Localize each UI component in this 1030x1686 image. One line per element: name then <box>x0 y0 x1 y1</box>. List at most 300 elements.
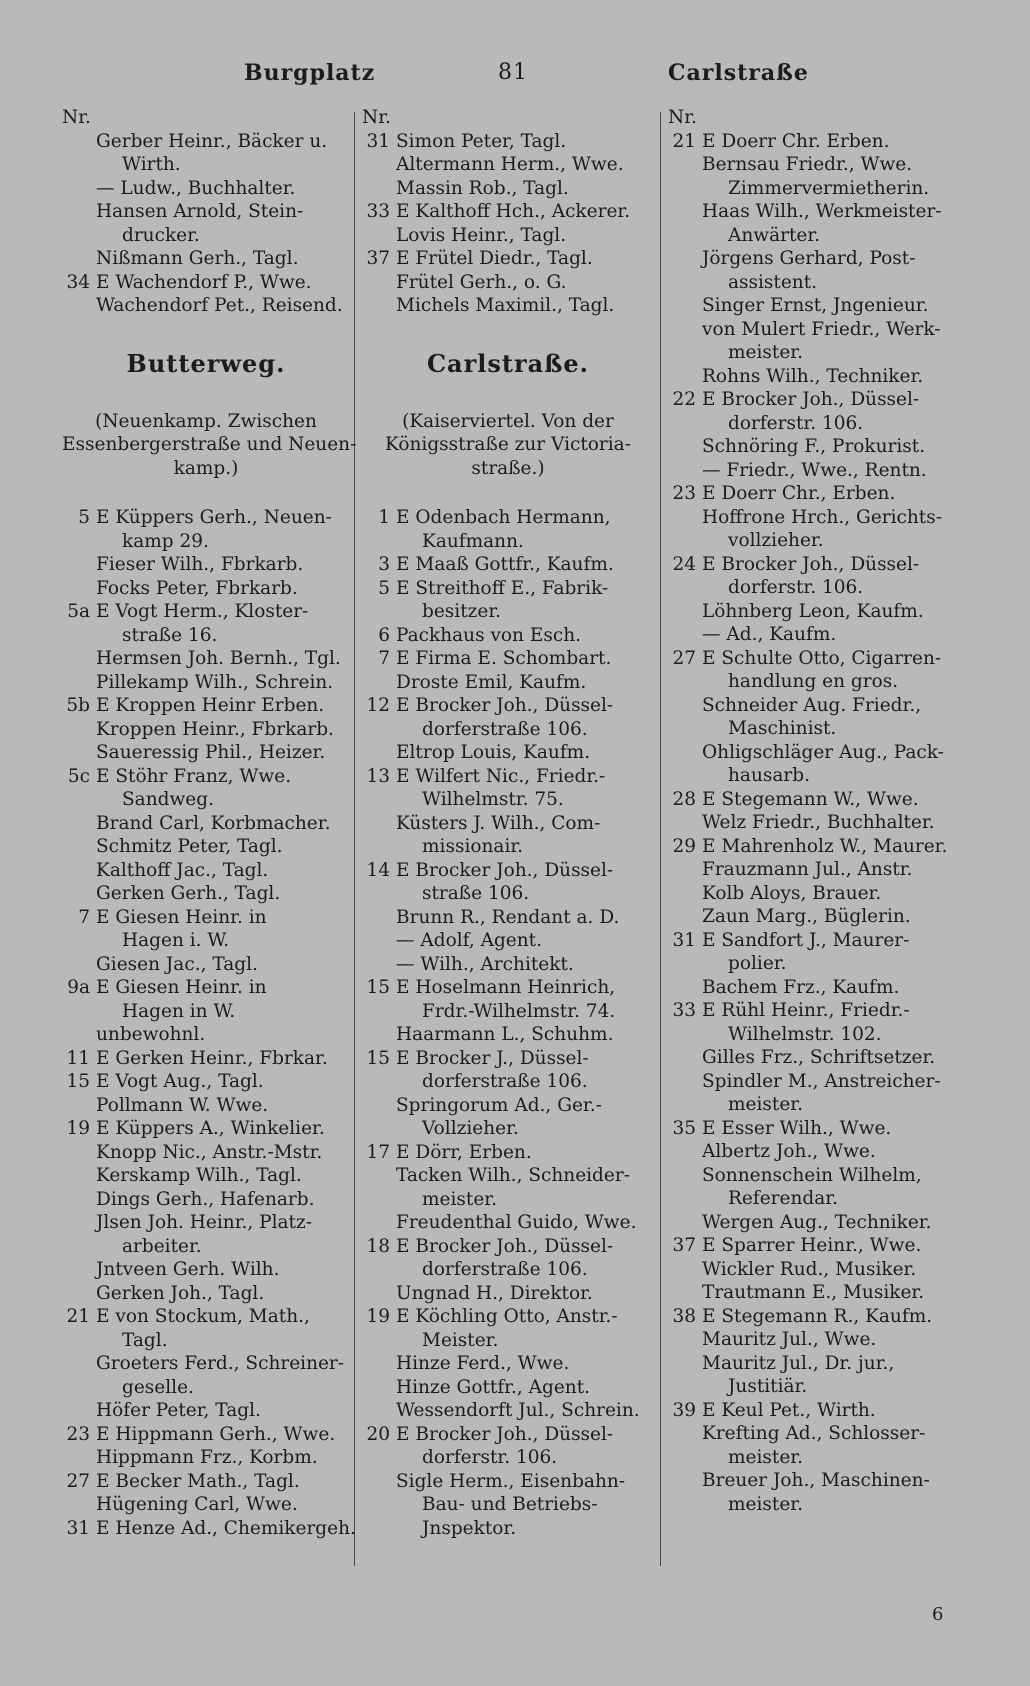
column-1 <box>62 106 357 1540</box>
directory-entry <box>62 200 350 224</box>
directory-entry <box>668 1046 958 1070</box>
directory-entry <box>362 1305 654 1329</box>
directory-entry <box>362 671 654 695</box>
directory-entry <box>362 177 654 201</box>
entry-text: Bachem Frz., Kaufm. <box>702 976 900 998</box>
directory-entry <box>362 153 654 177</box>
entry-text: E Brocker Joh., Düssel- <box>702 389 920 410</box>
house-number: 19 <box>366 1306 390 1327</box>
entry-text: Bau- und Betriebs- <box>422 1494 598 1515</box>
entry-text: Löhnberg Leon, Kaufm. <box>702 600 924 622</box>
directory-entry <box>668 976 958 1000</box>
house-number: 27 <box>66 1470 90 1492</box>
house-number: 5 <box>78 507 90 528</box>
entry-text: Krefting Ad., Schlosser- <box>702 1423 926 1444</box>
house-number: 31 <box>366 130 390 152</box>
directory-entry <box>362 741 654 765</box>
directory-entry <box>62 577 350 601</box>
entry-text: meister. <box>728 342 803 363</box>
house-number: 15 <box>366 977 390 998</box>
directory-entry <box>668 553 958 577</box>
directory-entry <box>668 365 958 389</box>
house-number: 38 <box>672 1305 696 1327</box>
entry-text: Simon Peter, Tagl. <box>396 130 567 152</box>
entry-continuation <box>362 600 654 624</box>
entry-text: Sandweg. <box>122 789 214 810</box>
entry-text: Tagl. <box>122 1329 168 1351</box>
entry-continuation <box>62 153 350 177</box>
entry-continuation <box>668 271 958 295</box>
house-number: 21 <box>672 130 696 152</box>
directory-entry <box>668 482 958 506</box>
house-number: 33 <box>672 1000 696 1021</box>
directory-entry <box>668 1328 958 1352</box>
entry-text: Pillekamp Wilh., Schrein. <box>96 671 334 693</box>
entry-text: E Sparrer Heinr., Wwe. <box>702 1235 922 1256</box>
directory-entry <box>62 294 350 318</box>
entry-text: Knopp Nic., Anstr.-Mstr. <box>96 1141 323 1163</box>
entry-text: meister. <box>422 1188 497 1210</box>
directory-entry <box>668 1140 958 1164</box>
house-number: 27 <box>672 647 696 669</box>
street-description: straße.) <box>471 457 545 479</box>
directory-entry <box>668 858 958 882</box>
entry-text: E Brocker Joh., Düssel- <box>396 1235 614 1257</box>
house-number: 23 <box>672 483 696 504</box>
directory-entry <box>362 929 654 953</box>
street-heading: Carlstraße. <box>426 348 590 378</box>
entry-continuation <box>62 624 350 648</box>
directory-entry <box>668 905 958 929</box>
number-column-heading <box>362 106 654 130</box>
house-number: 5 <box>378 577 390 599</box>
directory-entry <box>668 1399 958 1423</box>
section-spacer <box>62 318 350 344</box>
entry-text: Jörgens Gerhard, Post- <box>702 248 916 269</box>
entry-text: Gerken Joh., Tagl. <box>96 1282 265 1304</box>
directory-entry <box>668 623 958 647</box>
directory-entry <box>62 1352 350 1376</box>
entry-text: E Rühl Heinr., Friedr.- <box>702 1000 910 1021</box>
directory-entry <box>362 294 654 318</box>
entry-text: dorferstr. 106. <box>728 412 864 434</box>
entry-text: von Mulert Friedr., Werk- <box>702 318 941 340</box>
directory-entry <box>62 1211 350 1235</box>
directory-entry <box>668 506 958 530</box>
entry-continuation <box>362 1188 654 1212</box>
entry-text: Singer Ernst, Jngenieur. <box>702 295 929 316</box>
directory-entry <box>362 1023 654 1047</box>
directory-entry <box>668 1211 958 1235</box>
section-spacer <box>62 384 350 410</box>
entry-text: Spindler M., Anstreicher- <box>702 1070 941 1092</box>
entry-continuation <box>668 576 958 600</box>
entry-text: Hinze Gottfr., Agent. <box>396 1376 591 1398</box>
entry-text: Saueressig Phil., Heizer. <box>96 742 326 763</box>
entry-text: E Küppers A., Winkelier. <box>96 1118 325 1139</box>
entry-continuation <box>668 1375 958 1399</box>
entry-text: Springorum Ad., Ger.- <box>396 1094 602 1116</box>
entry-text: Kolb Aloys, Brauer. <box>702 882 882 904</box>
entry-text: Höfer Peter, Tagl. <box>96 1400 261 1421</box>
entry-continuation <box>62 929 350 953</box>
entry-text: dorferstr. 106. <box>728 577 864 598</box>
directory-entry <box>62 1141 350 1165</box>
entry-continuation <box>668 412 958 436</box>
entry-continuation <box>62 788 350 812</box>
entry-continuation <box>668 1187 958 1211</box>
entry-text: E Küppers Gerh., Neuen- <box>96 507 332 528</box>
entry-text: Hippmann Frz., Korbm. <box>96 1447 318 1468</box>
house-number: 3 <box>378 554 390 575</box>
directory-entry <box>362 906 654 930</box>
directory-entry <box>362 1235 654 1259</box>
entry-text: Fieser Wilh., Fbrkarb. <box>96 554 304 575</box>
entry-text: drucker. <box>122 224 200 246</box>
entry-text: Massin Rob., Tagl. <box>396 177 569 199</box>
house-number: 5a <box>67 601 90 622</box>
section-spacer <box>362 480 654 506</box>
section-spacer <box>62 480 350 506</box>
entry-continuation <box>668 952 958 976</box>
directory-entry <box>362 224 654 248</box>
house-number: 24 <box>672 553 696 575</box>
directory-entry <box>62 765 350 789</box>
directory-entry <box>62 177 350 201</box>
entry-text: Hermsen Joh. Bernh., Tgl. <box>96 648 341 669</box>
entry-text: Kalthoff Jac., Tagl. <box>96 859 269 881</box>
entry-continuation <box>668 224 958 248</box>
entry-text: Packhaus von Esch. <box>396 624 581 646</box>
entry-text: Nr. <box>668 107 697 128</box>
entry-continuation <box>362 835 654 859</box>
entry-text: E Keul Pet., Wirth. <box>702 1399 876 1421</box>
directory-entry <box>668 811 958 835</box>
entry-continuation <box>62 1000 350 1024</box>
directory-entry <box>362 1211 654 1235</box>
entry-continuation <box>668 1093 958 1117</box>
entry-text: arbeiter. <box>122 1235 202 1257</box>
entry-text: Hoffrone Hrch., Gerichts- <box>702 506 942 528</box>
directory-entry <box>62 1070 350 1094</box>
directory-entry <box>668 1117 958 1141</box>
house-number: 5b <box>66 695 90 716</box>
entry-text: kamp 29. <box>122 530 209 552</box>
house-number: 14 <box>366 859 390 881</box>
directory-entry <box>668 1234 958 1258</box>
entry-text: Gilles Frz., Schriftsetzer. <box>702 1047 936 1068</box>
directory-entry <box>668 835 958 859</box>
entry-text: E Streithoff E., Fabrik- <box>396 577 609 599</box>
entry-text: E Stegemann R., Kaufm. <box>702 1305 933 1327</box>
entry-continuation <box>668 177 958 201</box>
directory-entry <box>668 318 958 342</box>
entry-text: E Vogt Aug., Tagl. <box>96 1071 264 1092</box>
entry-continuation <box>362 530 654 554</box>
street-description: (Kaiserviertel. Von der <box>402 410 614 432</box>
directory-entry <box>668 999 958 1023</box>
directory-entry <box>362 1423 654 1447</box>
house-number: 7 <box>78 906 90 928</box>
directory-entry <box>668 1305 958 1329</box>
directory-entry <box>62 1423 350 1447</box>
entry-text: Nißmann Gerh., Tagl. <box>96 248 299 269</box>
entry-continuation <box>362 1446 654 1470</box>
entry-text: Welz Friedr., Buchhalter. <box>702 812 935 833</box>
entry-text: geselle. <box>122 1376 194 1398</box>
directory-entry <box>62 1258 350 1282</box>
directory-entry <box>62 1517 356 1541</box>
column-3 <box>668 106 958 1516</box>
entry-text: Kerskamp Wilh., Tagl. <box>96 1165 302 1186</box>
house-number: 7 <box>378 648 390 669</box>
entry-text: Justitiär. <box>728 1376 808 1397</box>
house-number: 19 <box>66 1118 90 1139</box>
entry-text: vollzieher. <box>728 530 824 551</box>
entry-text: E Giesen Heinr. in <box>96 906 267 928</box>
house-number: 13 <box>366 765 390 787</box>
entry-text: Sonnenschein Wilhelm, <box>702 1164 922 1186</box>
entry-continuation <box>62 530 350 554</box>
directory-entry <box>62 1470 350 1494</box>
entry-text: dorferstraße 106. <box>422 718 588 740</box>
directory-entry <box>668 1422 958 1446</box>
entry-text: E Giesen Heinr. in <box>96 977 267 998</box>
entry-text: E Hippmann Gerh., Wwe. <box>96 1423 336 1445</box>
entry-text: Kaufmann. <box>422 530 524 552</box>
running-head-left: Burgplatz <box>244 60 376 86</box>
entry-text: Pollmann W. Wwe. <box>96 1094 269 1116</box>
directory-entry <box>62 1305 350 1329</box>
directory-entry <box>362 1470 654 1494</box>
directory-entry <box>362 859 654 883</box>
directory-entry <box>362 577 654 601</box>
directory-entry <box>668 1164 958 1188</box>
house-number: 28 <box>672 788 696 810</box>
directory-entry <box>668 694 958 718</box>
entry-text: E Odenbach Hermann, <box>396 507 611 528</box>
entry-text: E Brocker Joh., Düssel- <box>396 859 614 881</box>
entry-continuation <box>668 1446 958 1470</box>
directory-entry <box>668 294 958 318</box>
entry-text: Meister. <box>422 1329 499 1351</box>
directory-entry <box>62 1399 350 1423</box>
directory-entry <box>62 600 350 624</box>
entry-continuation <box>362 882 654 906</box>
page-number: 81 <box>498 60 528 85</box>
directory-entry <box>668 1281 958 1305</box>
entry-continuation <box>668 341 958 365</box>
directory-entry <box>62 247 350 271</box>
entry-text: E Henze Ad., Chemikergeh. <box>96 1517 356 1539</box>
house-number: 34 <box>66 271 90 293</box>
directory-entry <box>362 130 654 154</box>
entry-text: Hinze Ferd., Wwe. <box>396 1353 570 1374</box>
house-number: 20 <box>366 1423 390 1445</box>
street-description: kamp.) <box>173 457 239 479</box>
entry-continuation <box>362 1258 654 1282</box>
directory-entry <box>62 976 350 1000</box>
entry-text: Brunn R., Rendant a. D. <box>396 906 620 928</box>
house-number: 23 <box>66 1423 90 1445</box>
directory-entry <box>668 435 958 459</box>
house-number: 39 <box>672 1399 696 1421</box>
directory-entry <box>362 1164 654 1188</box>
directory-entry <box>362 624 654 648</box>
entry-text: Altermann Herm., Wwe. <box>396 154 624 175</box>
house-number: 31 <box>66 1517 90 1539</box>
entry-text: straße 106. <box>422 883 530 904</box>
entry-text: E Brocker Joh., Düssel- <box>396 695 614 716</box>
directory-entry <box>362 1094 654 1118</box>
column-2 <box>362 106 654 1540</box>
entry-text: Gerber Heinr., Bäcker u. <box>96 130 328 152</box>
entry-text: meister. <box>728 1094 803 1115</box>
entry-continuation <box>62 1376 350 1400</box>
entry-text: E Dörr, Erben. <box>396 1141 532 1163</box>
entry-text: — Ludw., Buchhalter. <box>96 177 296 199</box>
entry-text: Mauritz Jul., Wwe. <box>702 1329 877 1350</box>
entry-text: E Sandfort J., Maurer- <box>702 929 910 951</box>
house-number: 15 <box>66 1071 90 1092</box>
entry-text: Hagen in W. <box>122 1000 236 1022</box>
directory-entry <box>62 741 350 765</box>
entry-text: E Mahrenholz W., Maurer. <box>702 835 948 857</box>
entry-text: Brand Carl, Korbmacher. <box>96 812 331 834</box>
sheet-signature: 6 <box>932 1604 944 1625</box>
entry-text: E Wachendorf P., Wwe. <box>96 271 312 293</box>
directory-entry <box>668 1352 958 1376</box>
entry-text: Frdr.-Wilhelmstr. 74. <box>422 1000 616 1022</box>
entry-continuation <box>362 1517 654 1541</box>
entry-text: Ohligschläger Aug., Pack- <box>702 741 944 763</box>
directory-entry <box>362 553 654 577</box>
entry-text: Jnspektor. <box>422 1517 517 1539</box>
entry-text: besitzer. <box>422 601 502 622</box>
column-rule-1 <box>354 112 355 1566</box>
directory-entry <box>668 929 958 953</box>
running-head-right: Carlstraße <box>668 60 809 86</box>
entry-text: E Firma E. Schombart. <box>396 648 612 669</box>
entry-text: E Becker Math., Tagl. <box>96 1470 300 1492</box>
entry-continuation <box>668 529 958 553</box>
directory-entry <box>362 953 654 977</box>
entry-text: E Vogt Herm., Kloster- <box>96 601 309 622</box>
entry-continuation <box>62 1235 350 1259</box>
entry-text: unbewohnl. <box>96 1024 206 1045</box>
house-number: 6 <box>378 624 390 646</box>
entry-text: Dings Gerh., Hafenarb. <box>96 1188 315 1210</box>
entry-text: Jntveen Gerh. Wilh. <box>96 1259 280 1280</box>
entry-text: straße 16. <box>122 624 218 646</box>
entry-text: E Köchling Otto, Anstr.- <box>396 1306 618 1327</box>
directory-entry <box>62 1094 350 1118</box>
directory-entry <box>62 647 350 671</box>
entry-text: Tacken Wilh., Schneider- <box>396 1165 630 1186</box>
house-number: 5c <box>67 765 90 787</box>
directory-entry <box>362 1141 654 1165</box>
entry-text: Rohns Wilh., Techniker. <box>702 365 924 387</box>
directory-entry <box>62 1282 350 1306</box>
entry-text: E Kalthoff Hch., Ackerer. <box>396 201 631 222</box>
house-number: 9a <box>67 977 90 998</box>
house-number: 33 <box>366 201 390 222</box>
entry-text: — Friedr., Wwe., Rentn. <box>702 459 927 481</box>
directory-entry <box>362 694 654 718</box>
house-number: 37 <box>366 248 390 269</box>
entry-text: Vollzieher. <box>422 1118 519 1139</box>
section-spacer <box>362 318 654 344</box>
directory-entry <box>362 647 654 671</box>
entry-continuation <box>668 764 958 788</box>
directory-entry <box>668 200 958 224</box>
directory-entry <box>62 553 350 577</box>
entry-continuation <box>668 1493 958 1517</box>
entry-text: Zaun Marg., Büglerin. <box>702 906 911 927</box>
directory-entry <box>62 812 350 836</box>
number-column-heading <box>668 106 958 130</box>
directory-entry <box>668 1469 958 1493</box>
directory-entry <box>62 506 350 530</box>
entry-text: Schnöring F., Prokurist. <box>702 436 926 457</box>
directory-entry <box>668 1258 958 1282</box>
entry-text: Wergen Aug., Techniker. <box>702 1211 932 1233</box>
entry-text: Wachendorf Pet., Reisend. <box>96 295 343 316</box>
entry-continuation <box>362 1493 654 1517</box>
directory-entry <box>62 1047 350 1071</box>
entry-text: Droste Emil, Kaufm. <box>396 671 587 693</box>
entry-text: — Wilh., Architekt. <box>396 953 574 975</box>
entry-continuation <box>668 717 958 741</box>
street-description: Essenbergerstraße und Neuen- <box>62 434 357 455</box>
entry-text: Giesen Jac., Tagl. <box>96 953 258 975</box>
directory-entry <box>668 741 958 765</box>
house-number: 18 <box>366 1235 390 1257</box>
entry-text: Focks Peter, Fbrkarb. <box>96 577 298 599</box>
house-number: 22 <box>672 389 696 410</box>
house-number: 29 <box>672 835 696 857</box>
entry-text: handlung en gros. <box>728 671 899 692</box>
directory-entry <box>668 600 958 624</box>
directory-entry <box>668 388 958 412</box>
entry-text: Maschinist. <box>728 718 837 739</box>
section-spacer <box>362 384 654 410</box>
street-description: Königsstraße zur Victoria- <box>385 434 631 455</box>
entry-text: Küsters J. Wilh., Com- <box>396 812 601 834</box>
entry-text: E Wilfert Nic., Friedr.- <box>396 765 606 787</box>
entry-text: Nr. <box>362 107 391 128</box>
entry-text: Hügening Carl, Wwe. <box>96 1494 298 1515</box>
entry-text: Wirth. <box>122 154 181 175</box>
entry-text: Schmitz Peter, Tagl. <box>96 836 283 857</box>
entry-text: Zimmervermietherin. <box>728 177 930 199</box>
entry-text: Haas Wilh., Werkmeister- <box>702 201 942 222</box>
entry-continuation <box>62 1329 350 1353</box>
street-heading: Butterweg. <box>126 348 286 378</box>
house-number: 37 <box>672 1235 696 1256</box>
entry-text: Referendar. <box>728 1188 838 1209</box>
directory-entry <box>62 859 350 883</box>
directory-entry <box>668 459 958 483</box>
entry-continuation <box>362 718 654 742</box>
entry-text: E Doerr Chr., Erben. <box>702 483 896 504</box>
directory-entry <box>62 1493 350 1517</box>
entry-text: E von Stockum, Math., <box>96 1306 310 1327</box>
directory-entry <box>362 1047 654 1071</box>
entry-text: meister. <box>728 1493 803 1515</box>
directory-entry <box>362 271 654 295</box>
entry-text: Kroppen Heinr., Fbrkarb. <box>96 718 334 740</box>
